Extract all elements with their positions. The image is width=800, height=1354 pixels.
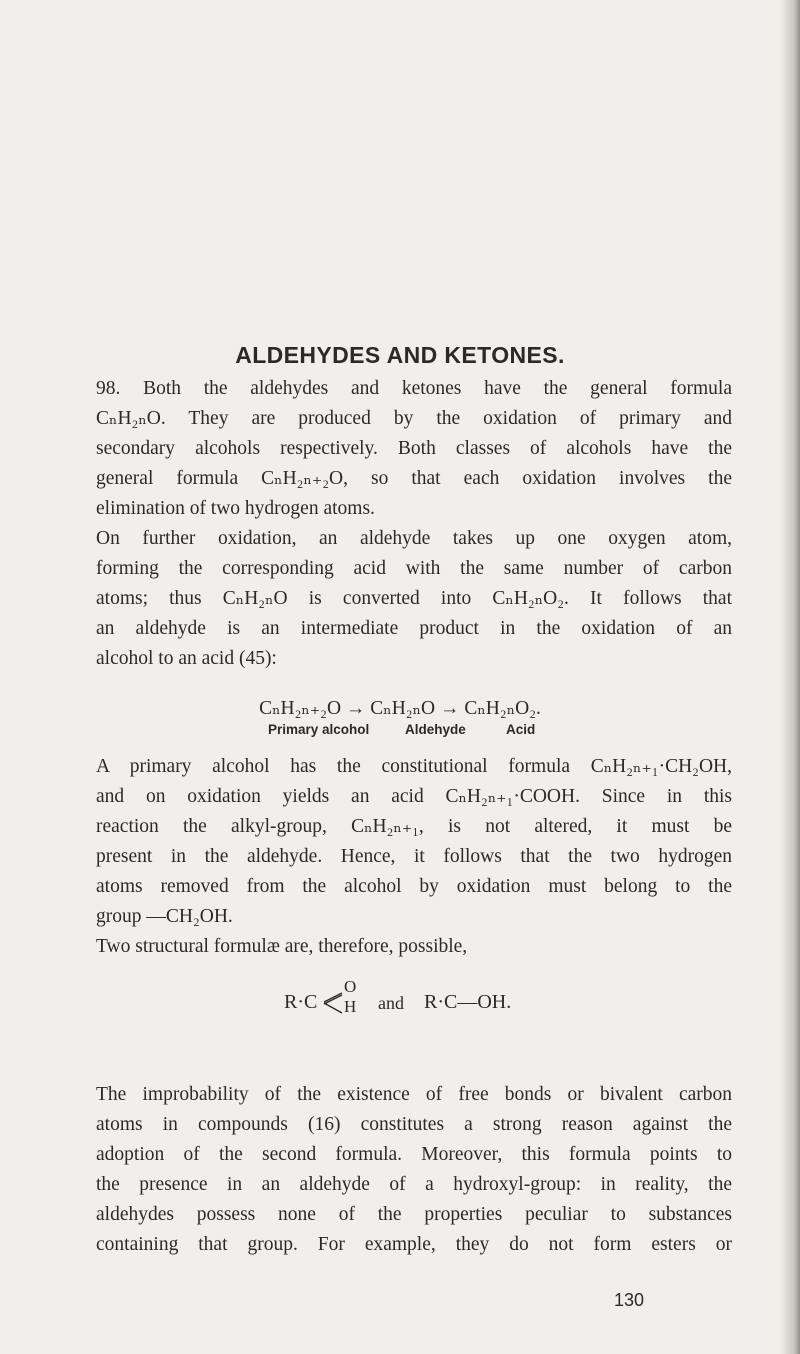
running-header: ALDEHYDES AND KETONES.: [235, 342, 565, 368]
formula-b: R·C—OH.: [424, 991, 512, 1013]
label-aldehyde: Aldehyde: [405, 722, 466, 737]
text-line: CₙH₂ₙO. They are produced by the oxidation of primary and: [96, 408, 732, 429]
text-line: The improbability of the existence of free bonds or bivalent carbon: [96, 1084, 732, 1105]
paragraph-98: [96, 374, 732, 524]
text-line: containing that group. For example, they do not form esters or: [96, 1234, 732, 1255]
formula-a-hydrogen: H: [344, 997, 357, 1016]
oxidation-equation: CₙH₂ₙ₊₂O → CₙH₂ₙO → CₙH₂ₙO₂.: [259, 698, 541, 719]
label-acid: Acid: [506, 722, 536, 737]
paragraph-primary-alcohol: [96, 752, 732, 932]
text-line: A primary alcohol has the constitutional formula CₙH₂ₙ₊₁·CH₂OH,: [96, 756, 732, 777]
text-line: forming the corresponding acid with the same number of carbon: [96, 558, 732, 579]
text-line: reaction the alkyl-group, CₙH₂ₙ₊₁, is not altered, it must be: [96, 816, 732, 837]
text-line: an aldehyde is an intermediate product in the oxidation of an: [96, 618, 732, 639]
page-edge-shadow: [780, 0, 800, 1354]
text-line: 98. Both the aldehydes and ketones have the general formula: [96, 378, 732, 399]
formula-join: and: [378, 993, 404, 1013]
text-line: alcohol to an acid (45):: [96, 648, 277, 669]
text-line: secondary alcohols respectively. Both classes of alcohols have the: [96, 438, 732, 459]
text-line: aldehydes possess none of the properties peculiar to substances: [96, 1204, 732, 1225]
text-line: atoms in compounds (16) constitutes a strong reason against the: [96, 1114, 732, 1135]
paragraph-improbability: [96, 1080, 732, 1260]
page-number: 130: [614, 1290, 645, 1310]
text-line: present in the aldehyde. Hence, it follows that the two hydrogen: [96, 846, 732, 867]
text-line: Two structural formulæ are, therefore, possible,: [96, 936, 468, 957]
text-line: general formula CₙH₂ₙ₊₂O, so that each oxidation involves the: [96, 468, 732, 489]
text-line: and on oxidation yields an acid CₙH₂ₙ₊₁·COOH. Since in this: [96, 786, 732, 807]
paragraph-structural-intro: [96, 932, 732, 962]
double-bond-branch-icon: [322, 988, 344, 1016]
text-line: the presence in an aldehyde of a hydroxyl-group: in reality, the: [96, 1174, 732, 1195]
paragraph-oxidation: [96, 524, 732, 674]
formula-a-oxygen: O: [344, 977, 357, 996]
text-line: On further oxidation, an aldehyde takes up one oxygen atom,: [96, 528, 732, 549]
text-line: group —CH₂OH.: [96, 906, 233, 927]
formula-a-prefix: R·C: [284, 991, 318, 1013]
text-line: elimination of two hydrogen atoms.: [96, 498, 375, 519]
text-line: atoms removed from the alcohol by oxidation must belong to the: [96, 876, 732, 897]
text-line: atoms; thus CₙH₂ₙO is converted into CₙH₂ₙO₂. It follows that: [96, 588, 732, 609]
label-primary-alcohol: Primary alcohol: [268, 722, 370, 737]
text-line: adoption of the second formula. Moreover, this formula points to: [96, 1144, 732, 1165]
